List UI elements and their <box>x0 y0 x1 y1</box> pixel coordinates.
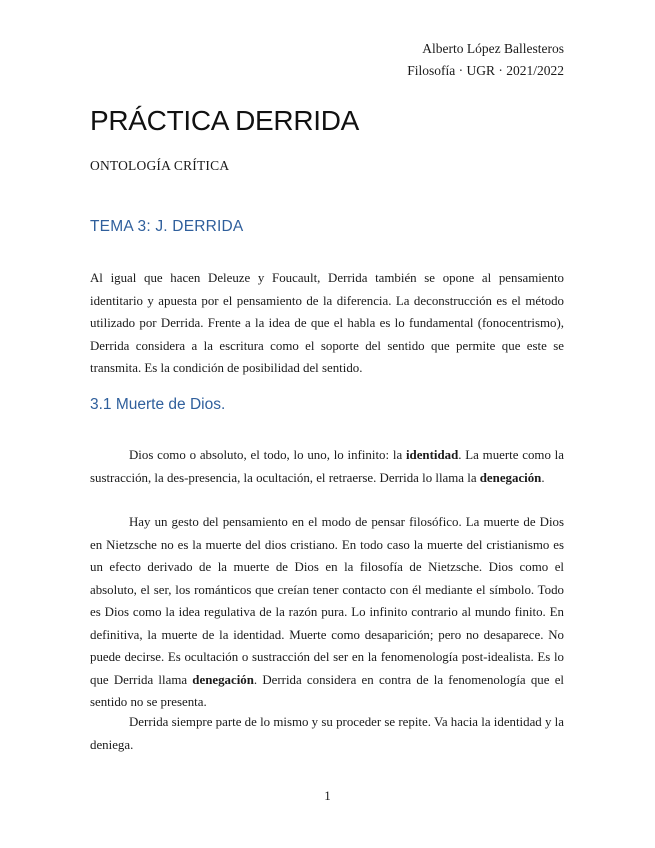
paragraph-conclusion: Derrida siempre parte de lo mismo y su proceder se repite. Va hacia la identidad y la deniega. <box>90 715 564 752</box>
paragraph-text: . <box>541 470 545 485</box>
paragraph-identity <box>90 444 564 489</box>
section-heading: TEMA 3: J. DERRIDA <box>90 218 244 235</box>
paragraph-intro: Al igual que hacen Deleuze y Foucault, Derrida también se opone al pensamiento identitario y apuesta por el pensamiento de la diferencia. La deconstrucción es el método utilizado por Derrida. Frente a la idea de que el habla es lo fundamental (fonocentrismo), Derrida considera a la escritura como el soporte del sentido que permite que este se transmita. Es la condición de posibilidad del sentido. <box>90 271 564 375</box>
course-info: Filosofía · UGR · 2021/2022 <box>407 63 564 78</box>
document-subtitle: ONTOLOGÍA CRÍTICA <box>90 158 230 173</box>
bold-term-denegacion: denegación <box>479 470 542 485</box>
author-name: Alberto López Ballesteros <box>422 41 564 56</box>
paragraph-nietzsche <box>90 511 564 714</box>
paragraph-text: . Derrida considera en contra de la fenomenología que el sentido no se presenta. <box>90 672 564 709</box>
bold-term-identidad: identidad <box>405 448 459 462</box>
paragraph-text: Dios como o absoluto, el todo, lo uno, lo infinito: la <box>129 448 406 462</box>
page-header <box>407 38 564 82</box>
paragraph-text: Hay un gesto del pensamiento en el modo de pensar filosófico. La muerte de Dios en Nietzsche no es la muerte del dios cristiano. En todo caso la muerte del cristianismo es un efecto derivado de la muerte de Dios en la filosofía de Nietzsche. Dios como el absoluto, el ser, los románticos que creían tener contacto con él mediante el símbolo. Todo es Dios como la idea regulativa de la razón pura. Lo infinito contrario al mundo finito. En definitiva, la muerte de la identidad. Muerte como desaparición; pero no desaparece. No puede decirse. Es ocultación o sustracción del ser en la fenomenología post-idealista. Es lo que Derrida llama <box>90 515 564 687</box>
bold-term-denegacion: denegación <box>192 672 254 687</box>
page-number: 1 <box>324 788 331 803</box>
subsection-heading: 3.1 Muerte de Dios. <box>90 396 226 413</box>
paragraph-text: . La muerte como la sustracción, la des-presencia, la ocultación, el retraerse. Derrida lo llama la <box>90 448 564 485</box>
document-title: PRÁCTICA DERRIDA <box>90 105 360 136</box>
